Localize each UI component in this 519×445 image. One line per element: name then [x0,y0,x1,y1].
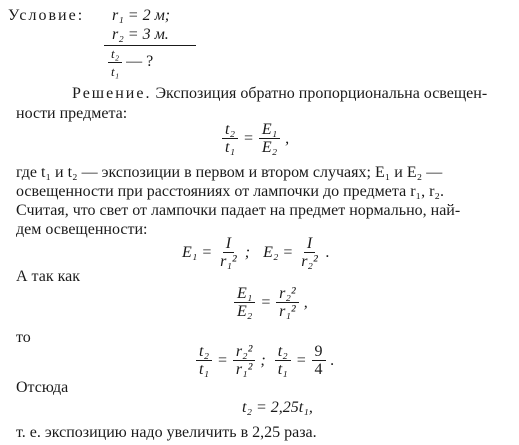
eq3-equals: = [260,293,272,311]
question-frac-num: t₂ [108,46,122,63]
eq1-tail: , [285,129,290,147]
eq2-a-lhs: E₁ = [182,243,213,261]
solution-line-2: ности предмета: [16,105,128,122]
p4-text: то [16,329,31,346]
eq2-tail: . [325,243,330,261]
eq4-d-num: 9 [312,344,326,361]
question-frac-den: t₁ [111,64,120,79]
given-r2: r₂ = 3 м. [112,26,169,43]
eq4-equals-1: = [217,351,228,369]
eq4-tail: . [330,351,335,369]
given-question [108,46,153,79]
eq1-lhs-den: t₁ [225,139,236,156]
eq1-equals: = [243,129,254,147]
p3-text: А так как [16,268,81,285]
equation-4 [196,344,335,377]
p5-text: Отсюда [16,379,69,396]
eq4-a-den: t₁ [199,361,210,378]
solution-heading: Решение. [72,85,152,102]
p2-line-1: где t₁ и t₂ — экспозиции в первом и втором случаях; E₁ и E₂ — [16,164,443,181]
eq2-a-num: I [223,236,234,253]
question-rest: — ? [126,53,154,71]
given-r1: r₁ = 2 м; [112,7,171,24]
eq1-rhs-num: E₁ [259,122,280,139]
eq1-rhs-den: E₂ [261,139,278,156]
eq3-lhs-num: E₁ [234,286,255,303]
given-label: Условие: [8,7,85,24]
eq3-tail: , [303,293,308,311]
equation-5: t₂ = 2,25t₁, [242,399,313,416]
eq4-c-num: t₂ [275,344,291,361]
eq4-d-den: 4 [314,361,323,378]
equation-1 [222,122,289,155]
eq2-sep: ; [244,243,251,261]
eq4-sep: ; [260,351,266,369]
eq1-lhs-num: t₂ [222,122,238,139]
eq3-rhs-den: r₁² [279,303,296,320]
eq2-a-den: r₁² [220,253,237,270]
p6-text: т. е. экспозицию надо увеличить в 2,25 раза. [16,424,317,441]
eq3-lhs-den: E₂ [237,303,253,320]
p2-line-3: Считая, что свет от лампочки падает на предмет нормально, най- [16,202,461,219]
p2-line-4: дем освещенности: [16,221,148,238]
eq4-a-num: t₂ [196,344,212,361]
eq4-c-den: t₁ [277,361,288,378]
eq2-b-num: I [304,236,315,253]
solution-p1-rest: Экспозиция обратно пропорциональна освещен- [155,85,488,102]
eq2-b-den: r₂² [301,253,318,270]
eq4-b-den: r₁² [235,361,253,378]
solution-line-1 [72,84,487,103]
equation-2 [182,236,330,269]
eq4-b-num: r₂² [233,344,256,361]
eq2-b-lhs: E₂ = [263,243,294,261]
eq3-rhs-num: r₂² [276,286,299,303]
equation-3 [234,286,308,319]
p2-line-2: освещенности при расстояниях от лампочки до предмета r₁, r₂. [16,183,444,200]
eq4-equals-2: = [295,351,307,369]
